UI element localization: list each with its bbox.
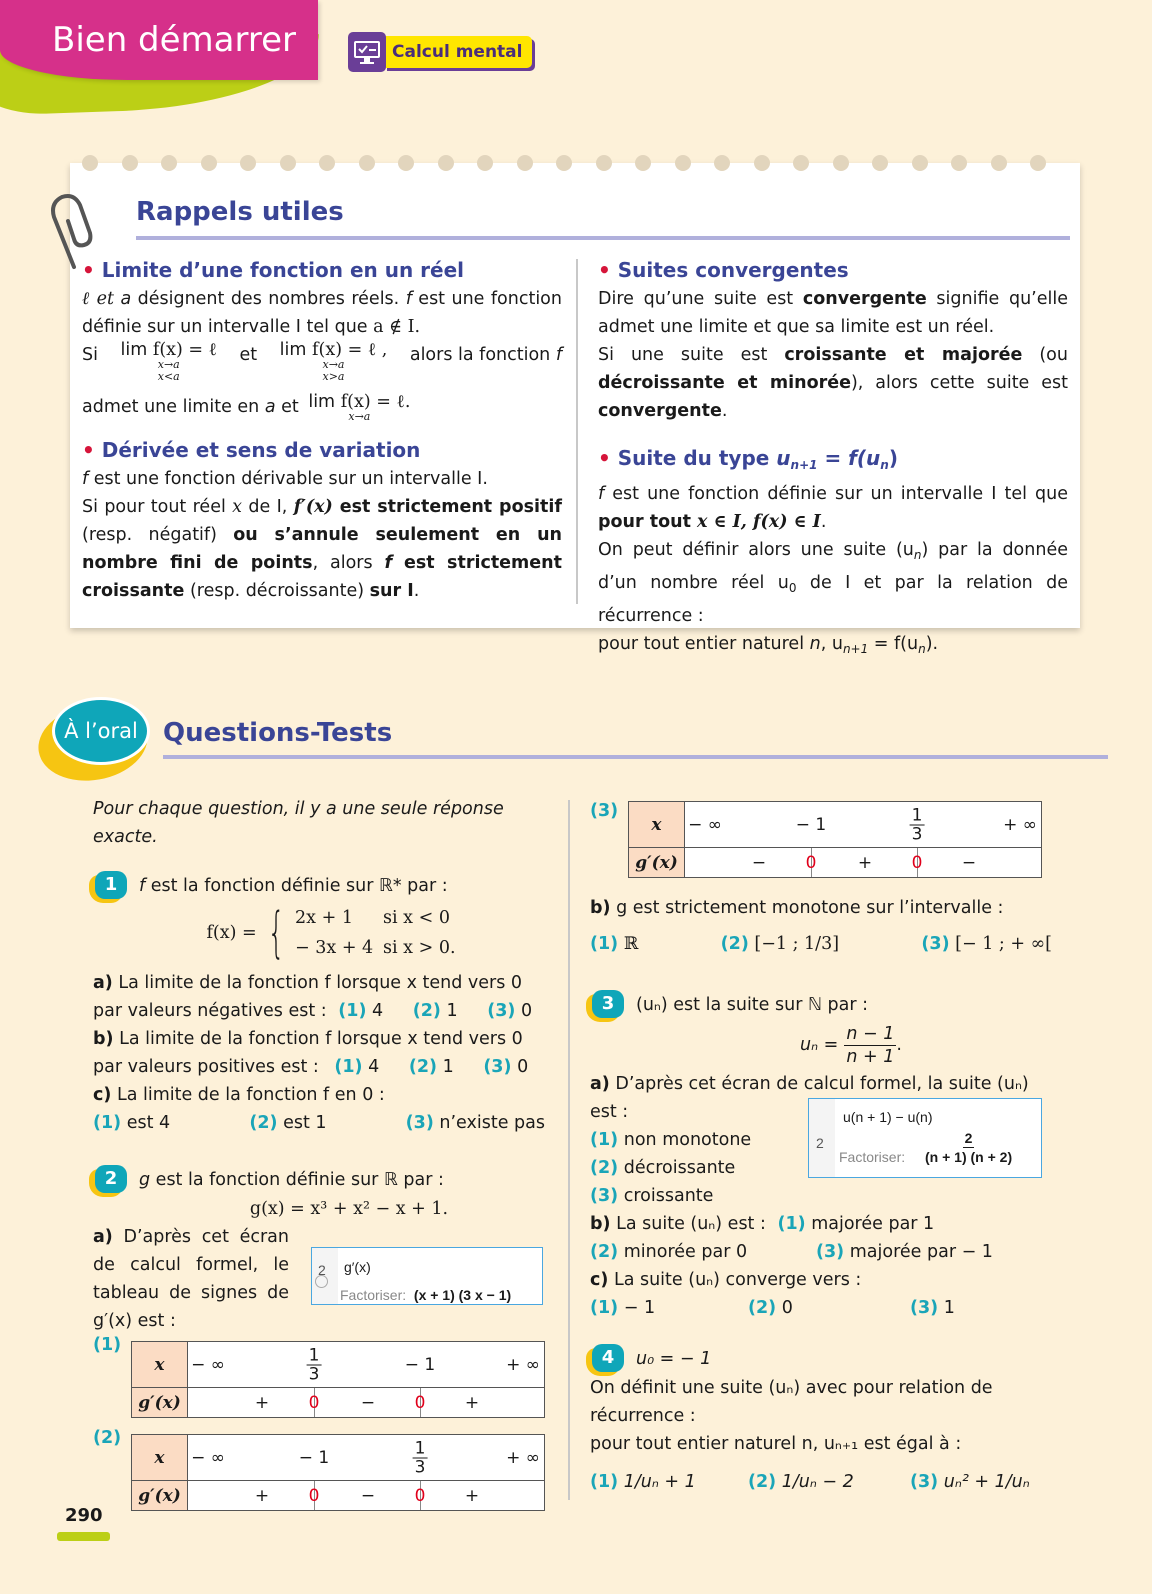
q1-part-c: c) La limite de la fonction f en 0 : [93, 1085, 385, 1105]
rappels-left-column [82, 255, 562, 605]
q1-part-b: b) La limite de la fonction f lorsque x tend vers 0 par valeurs positives est : (1) 4 (2) 1 (3) 0 [93, 1029, 529, 1077]
checklist-monitor-icon [348, 32, 386, 72]
piecewise-formula: f(x) = { 2x + 1 si x < 0 − 3x + 4 si x > 0. [206, 901, 456, 964]
answer-option[interactable]: (3) 1 [910, 1298, 955, 1318]
answer-option[interactable]: (1) 4 [338, 1001, 384, 1021]
answer-option[interactable]: (3) croissante [590, 1186, 714, 1206]
answer-option[interactable]: (3) 0 [483, 1057, 529, 1077]
section-heading-limite: • Limite d’une fonction en un réel [82, 258, 464, 282]
answer-option[interactable]: (2) décroissante [590, 1158, 736, 1178]
intro-text: Pour chaque question, il y a une seule réponse exacte. [93, 799, 504, 847]
answer-option[interactable]: (3) majorée par − 1 [816, 1242, 993, 1262]
question-1: 1 f est la fonction définie sur ℝ* par : f(x) = { 2x + 1 si x < 0 − 3x + 4 si x > 0. a) La limite de la fonction f lorsque x tend vers 0 par valeurs négatives est : (1) 4 (2) 1 (3) 0 b) La limite de la fonction f lorsque x tend vers 0 par valeurs positives est : (1) 4 (2) 1 (3) 0 c) La limite de la fonction f en 0 : (1) est 4 (2) est 1 (3) n’existe pas [93, 871, 545, 1137]
q1-part-a: a) La limite de la fonction f lorsque x tend vers 0 par valeurs négatives est : (1) 4 (2) 1 (3) 0 [93, 973, 533, 1021]
cas-screen-g: 2 g′(x) Factoriser: (x + 1) (3 x − 1) [311, 1247, 543, 1305]
banner-title: Bien démarrer [52, 20, 297, 60]
answer-option[interactable]: (2) [−1 ; 1/3] [720, 934, 840, 954]
limite-formula: Si lim f(x) = ℓ x→a x<a et lim f(x) = ℓ , x→a x>a alors la fonction f [82, 340, 562, 383]
rappels-right-column [598, 255, 1068, 663]
page-number: 290 [65, 1505, 103, 1526]
q2-part-a: a) D’après cet écran de calcul formel, le tableau de signes de g′(x) est : [93, 1227, 289, 1331]
sign-table-2[interactable]: (2) x − ∞ − 1 $\frac{1}{3}$ + ∞ g′(x) + 0 − 0 + [93, 1434, 545, 1511]
answer-option[interactable]: (1) est 4 [93, 1113, 171, 1133]
answer-option[interactable]: (1) 4 [334, 1057, 380, 1077]
suite-recurrente-paragraph: f est une fonction définie sur un intervalle I tel que pour tout x ∈ I, f(x) ∈ I. On peut définir alors une suite $(u_n)$ par la donnée d’un nombre réel $u_0$ de I et par la relation de récurrence : pour tout entier naturel n, $u_{n+1} = f(u_n)$. [598, 484, 1069, 656]
cas-screen-u: 2 u(n + 1) − u(n) Factoriser: $\frac{2}{(n + 1) (n + 2)}$ [808, 1098, 1042, 1178]
calcul-mental-label: Calcul mental [384, 36, 532, 68]
question-number-badge: 4 [590, 1344, 624, 1374]
question-2: 2 g est la fonction définie sur ℝ par : g(x) = x³ + x² − x + 1. a) D’après cet écran de calcul formel, le tableau de signes de g′(x) est : 2 g′(x) Factoriser: (x + 1) (3 x − 1) (1) x − ∞ $\frac{1}{3}$ − 1 + ∞ g′(x) + 0 − 0 + (2) x − ∞ − 1 $\frac{1}{3}$ + ∞ g′(x) + 0 − 0 + [93, 1165, 545, 1511]
questions-right-column [590, 795, 1052, 1506]
question-3: 3 (uₙ) est la suite sur ℕ par : uₙ = $\frac{n - 1}{n + 1}$ . a) D’après cet écran de calcul formel, la suite (uₙ) est : (1) non monotone (2) décroissante (3) croissante 2 u(n + 1) − u(n) Factoriser: $\frac{2}{(n + 1) (n + 2)}$ b) La suite (uₙ) est : (1) majorée par 1 (2) minorée par 0 (3) majorée par − 1 c) La suite (uₙ) converge vers : (1) − 1 (2) 0 (3) 1 [590, 990, 1052, 1322]
section-heading-suite-recurrente: • Suite du type $u_{n+1} = f(u_n)$ [598, 446, 898, 472]
derivee-paragraph: f est une fonction dérivable sur un intervalle I. Si pour tout réel x de I, f′(x) est strictement positif (resp. négatif) ou s’annule seulement en un nombre fini de points, alors f est strictement croissante (resp. décroissante) sur I. [82, 469, 562, 601]
questions-tests-title: Questions-Tests [163, 718, 393, 748]
title-rule [136, 236, 1070, 240]
suites-convergentes-paragraph: Dire qu’une suite est convergente signifie qu’elle admet une limite et que sa limite est un réel. Si une suite est croissante et majorée (ou décroissante et minorée), alors cette suite est convergente. [598, 289, 1068, 421]
column-divider [568, 800, 570, 1500]
section-heading-derivee: • Dérivée et sens de variation [82, 438, 421, 462]
answer-option[interactable]: (1) non monotone [590, 1130, 752, 1150]
question-number-badge: 2 [93, 1165, 127, 1195]
g-formula: g(x) = x³ + x² − x + 1. [249, 1199, 449, 1219]
limite-conclusion: admet une limite en a et lim f(x) = ℓ. x→a [82, 392, 411, 423]
q4-text: pour tout entier naturel n, uₙ₊₁ est égal à : [590, 1434, 962, 1454]
column-divider [576, 259, 578, 604]
answer-option[interactable]: (1) 1/uₙ + 1 [590, 1472, 696, 1492]
answer-option[interactable]: (1) − 1 [590, 1298, 656, 1318]
radio-button[interactable] [315, 1275, 328, 1288]
answer-option[interactable]: (3) [− 1 ; + ∞[ [921, 934, 1052, 954]
answer-option[interactable]: (3) uₙ² + 1/uₙ [910, 1472, 1030, 1492]
question-number-badge: 1 [93, 871, 127, 901]
q3-part-c: c) La suite (uₙ) converge vers : [590, 1270, 862, 1290]
section-heading-suites-convergentes: • Suites convergentes [598, 258, 849, 282]
answer-option[interactable]: (3) n’existe pas [405, 1113, 545, 1133]
q4-text: On définit une suite (uₙ) avec pour relation de récurrence : [590, 1378, 993, 1426]
question-4: 4 u₀ = − 1 On définit une suite (uₙ) avec pour relation de récurrence : pour tout entier naturel n, uₙ₊₁ est égal à : (1) 1/uₙ + 1 (2) 1/uₙ − 2 (3) uₙ² + 1/uₙ [590, 1344, 1052, 1506]
question-number-badge: 3 [590, 990, 624, 1020]
rappels-title: Rappels utiles [136, 197, 344, 227]
u-formula: uₙ = $\frac{n - 1}{n + 1}$ . [800, 1023, 902, 1067]
answer-option[interactable]: (2) est 1 [249, 1113, 327, 1133]
notebook-holes [82, 155, 1080, 171]
answer-option[interactable]: (2) 0 [748, 1298, 793, 1318]
page-number-underline [57, 1532, 110, 1541]
a-loral-badge: À l’oral [52, 697, 150, 765]
title-rule [163, 755, 1108, 759]
answer-option[interactable]: (2) 1 [408, 1057, 454, 1077]
sign-table-3[interactable]: (3) x − ∞ − 1 $\frac{1}{3}$ + ∞ g′(x) − 0 + 0 − [590, 801, 1052, 878]
answer-option[interactable]: (1) ℝ [590, 934, 639, 954]
section-banner [0, 0, 318, 80]
answer-option[interactable]: (2) 1/uₙ − 2 [748, 1472, 854, 1492]
rappels-card [70, 163, 1080, 656]
questions-left-column [93, 795, 545, 1511]
q2-part-b: b) g est strictement monotone sur l’intervalle : [590, 898, 1004, 918]
answer-option[interactable]: (2) 1 [412, 1001, 458, 1021]
answer-option[interactable]: (3) 0 [487, 1001, 533, 1021]
answer-option[interactable]: (1) majorée par 1 [777, 1214, 935, 1234]
q3-part-b: b) La suite (uₙ) est : (1) majorée par 1 [590, 1214, 935, 1234]
limite-paragraph: ℓ et a désignent des nombres réels. f est une fonction définie sur un intervalle I tel que a ∉ I. [82, 289, 562, 337]
answer-option[interactable]: (2) minorée par 0 [590, 1242, 748, 1262]
q3-part-a: a) D’après cet écran de calcul formel, la suite (uₙ) est : [590, 1074, 1029, 1122]
sign-table-1[interactable]: (1) x − ∞ $\frac{1}{3}$ − 1 + ∞ g′(x) + 0 − 0 + [93, 1341, 545, 1418]
calcul-mental-button[interactable] [348, 33, 532, 71]
